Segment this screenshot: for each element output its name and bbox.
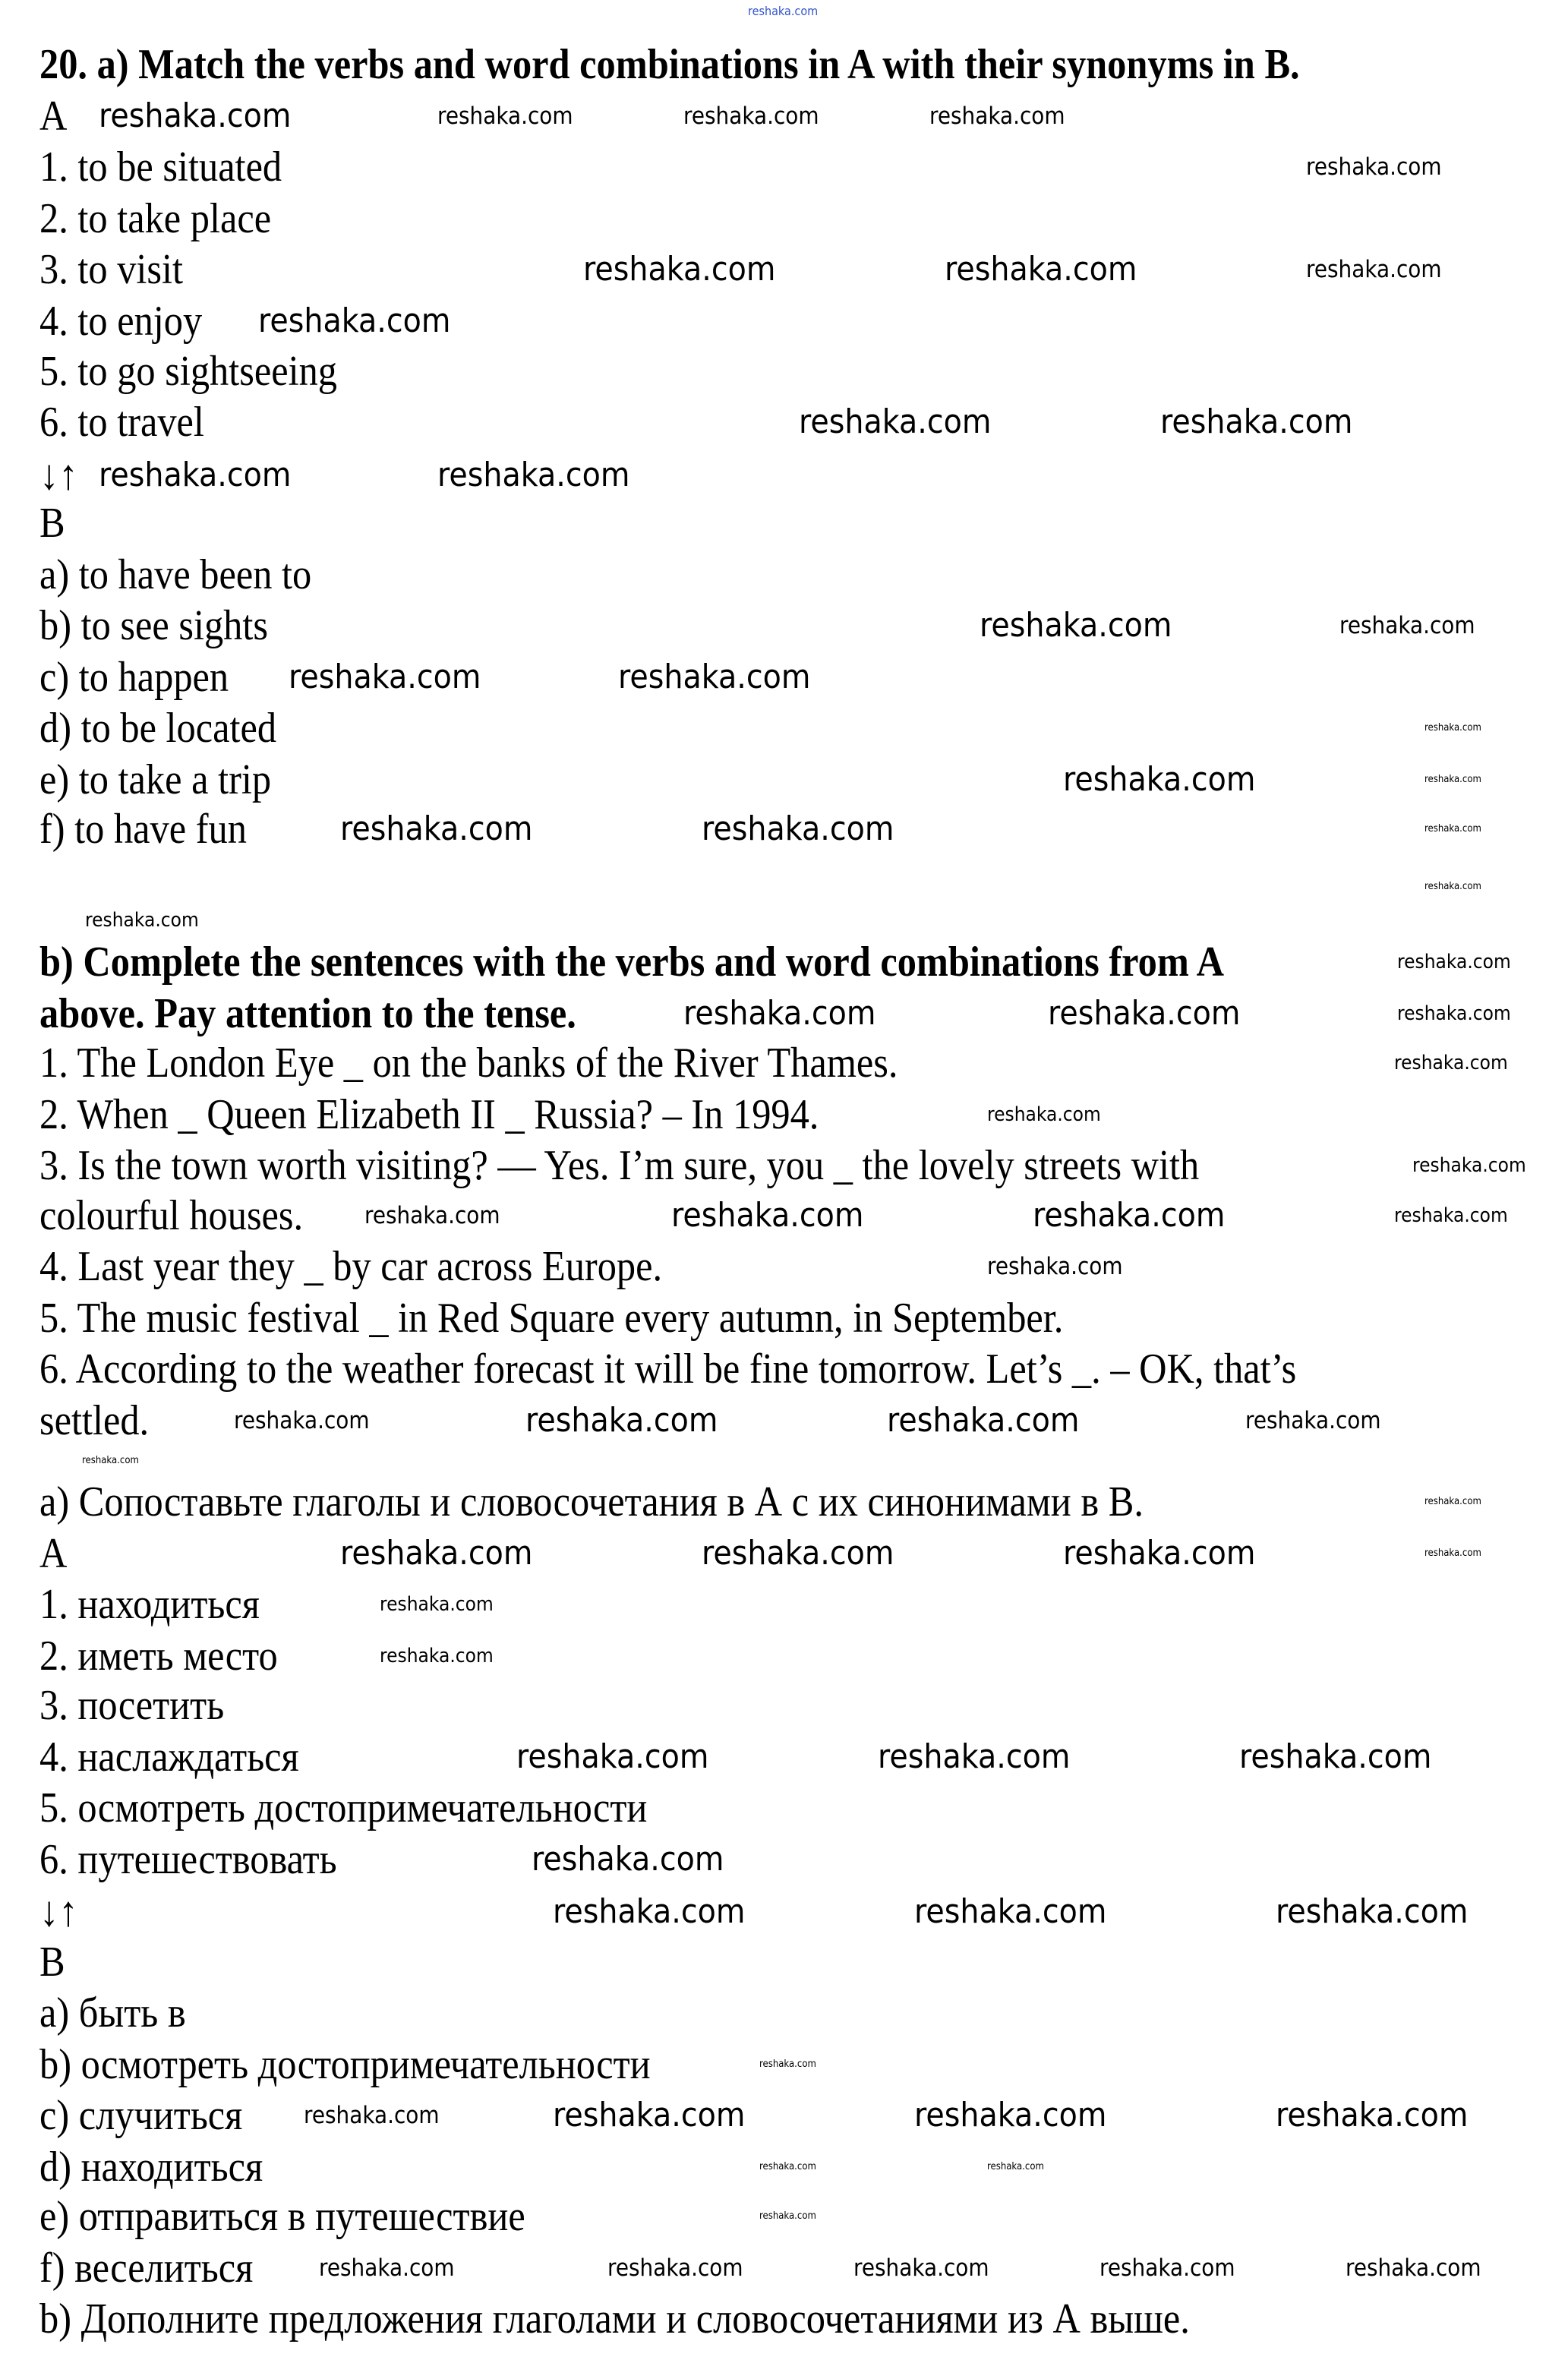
watermark: reshaka.com [929,103,1065,130]
watermark: reshaka.com [878,1737,1071,1776]
translation-list-b-item: c) случиться [39,2092,243,2139]
watermark: reshaka.com [583,250,776,289]
watermark: reshaka.com [1394,1052,1508,1074]
watermark: reshaka.com [525,1401,718,1440]
list-a-item: 1. to be situated [39,144,282,191]
list-a-item: 5. to go sightseeing [39,348,337,395]
watermark: reshaka.com [1276,2096,1469,2134]
list-a-item: 3. to visit [39,246,184,293]
watermark: reshaka.com [1424,881,1481,892]
watermark: reshaka.com [380,1593,494,1616]
exercise-b-title: b) Complete the sentences with the verbs and word combinations from A [39,939,1225,986]
watermark: reshaka.com [683,994,876,1033]
sentence: 1. The London Eye _ on the banks of the River Thames. [39,1040,898,1087]
watermark: reshaka.com [319,2254,455,2282]
watermark: reshaka.com [987,1103,1101,1126]
translation-arrows: ↓↑ [39,1888,78,1936]
watermark: reshaka.com [340,809,533,848]
sentence: 2. When _ Queen Elizabeth II _ Russia? – In 1994. [39,1091,819,1138]
watermark: reshaka.com [304,2102,440,2129]
list-b-item: a) to have been to [39,551,312,598]
translation-list-a-item: 3. посетить [39,1682,225,1729]
exercise-title: 20. a) Match the verbs and word combinations in A with their synonyms in B. [39,41,1300,88]
watermark: reshaka.com [437,456,630,494]
list-b-item: d) to be located [39,705,277,752]
watermark: reshaka.com [234,1407,370,1434]
watermark: reshaka.com [1397,1002,1511,1025]
watermark: reshaka.com [1245,1407,1381,1434]
translation-list-a-item: 2. иметь место [39,1633,278,1680]
watermark: reshaka.com [1412,1154,1526,1177]
watermark: reshaka.com [853,2254,989,2282]
sentence: 3. Is the town worth visiting? — Yes. I’m sure, you _ the lovely streets with [39,1142,1200,1189]
watermark: reshaka.com [945,250,1137,289]
watermark: reshaka.com [1063,760,1256,799]
watermark: reshaka.com [380,1645,494,1667]
watermark: reshaka.com [1033,1196,1226,1235]
watermark: reshaka.com [759,2210,816,2222]
watermark: reshaka.com [702,809,894,848]
translation-list-b-item: e) отправиться в путешествие [39,2193,525,2240]
watermark: reshaka.com [759,2161,816,2172]
sentence: 5. The music festival _ in Red Square every autumn, in September. [39,1295,1064,1342]
watermark: reshaka.com [1394,1204,1508,1227]
sentence: 6. According to the weather forecast it will be fine tomorrow. Let’s _. – OK, that’s [39,1346,1297,1393]
watermark: reshaka.com [364,1202,500,1229]
sentence: settled. [39,1397,150,1444]
watermark: reshaka.com [1306,256,1442,283]
translation-title-b: b) Дополните предложения глаголами и словосочетаниями из А выше. [39,2295,1190,2342]
list-b-item: f) to have fun [39,806,247,853]
column-b-label: B [39,500,65,547]
translation-list-a-item: 5. осмотреть достопримечательности [39,1784,648,1831]
watermark: reshaka.com [82,1455,139,1466]
translation-list-a-item: 4. наслаждаться [39,1734,299,1781]
watermark: reshaka.com [1424,823,1481,834]
watermark: reshaka.com [1099,2254,1235,2282]
watermark: reshaka.com [532,1840,724,1879]
list-a-item: 2. to take place [39,195,272,242]
watermark: reshaka.com [99,96,292,135]
translation-list-b-item: a) быть в [39,1989,186,2036]
watermark: reshaka.com [437,103,573,130]
watermark: reshaka.com [1160,402,1353,441]
watermark: reshaka.com [914,1892,1107,1931]
sentence: colourful houses. [39,1192,304,1239]
list-b-item: e) to take a trip [39,756,272,803]
watermark: reshaka.com [1424,722,1481,734]
match-arrows: ↓↑ [39,452,78,499]
sentence: 4. Last year they _ by car across Europe. [39,1243,663,1290]
list-a-item: 6. to travel [39,399,204,446]
watermark: reshaka.com [618,658,811,696]
watermark: reshaka.com [1424,774,1481,785]
watermark: reshaka.com [1424,1547,1481,1559]
translation-list-a-item: 1. находиться [39,1581,260,1628]
watermark: reshaka.com [759,2059,816,2070]
watermark: reshaka.com [980,606,1172,645]
watermark: reshaka.com [340,1534,533,1573]
watermark: reshaka.com [1063,1534,1256,1573]
translation-title-a: a) Сопоставьте глаголы и словосочетания в А с их синонимами в В. [39,1478,1144,1525]
list-b-item: c) to happen [39,654,229,701]
translation-column-b-label: B [39,1939,65,1986]
exercise-b-title: above. Pay attention to the tense. [39,990,576,1037]
watermark: reshaka.com [553,2096,746,2134]
watermark: reshaka.com [748,3,819,18]
watermark: reshaka.com [516,1737,709,1776]
watermark: reshaka.com [99,456,292,494]
watermark: reshaka.com [1339,612,1475,639]
watermark: reshaka.com [702,1534,894,1573]
translation-list-b-item: b) осмотреть достопримечательности [39,2041,651,2088]
watermark: reshaka.com [1048,994,1241,1033]
translation-list-b-item: f) веселиться [39,2245,254,2292]
watermark: reshaka.com [607,2254,743,2282]
watermark: reshaka.com [887,1401,1080,1440]
watermark: reshaka.com [987,2161,1044,2172]
watermark: reshaka.com [683,103,819,130]
column-a-label: A [39,93,68,140]
watermark: reshaka.com [1346,2254,1481,2282]
watermark: reshaka.com [987,1253,1123,1280]
translation-list-b-item: d) находиться [39,2144,263,2191]
watermark: reshaka.com [289,658,481,696]
watermark: reshaka.com [85,909,199,932]
watermark: reshaka.com [1306,153,1442,181]
watermark: reshaka.com [1424,1496,1481,1507]
watermark: reshaka.com [1276,1892,1469,1931]
watermark: reshaka.com [914,2096,1107,2134]
translation-column-a-label: A [39,1530,68,1577]
list-b-item: b) to see sights [39,602,268,649]
list-a-item: 4. to enjoy [39,298,203,345]
watermark: reshaka.com [553,1892,746,1931]
watermark: reshaka.com [1397,951,1511,973]
watermark: reshaka.com [258,301,451,340]
watermark: reshaka.com [1239,1737,1432,1776]
translation-list-a-item: 6. путешествовать [39,1836,337,1883]
watermark: reshaka.com [799,402,992,441]
watermark: reshaka.com [671,1196,864,1235]
